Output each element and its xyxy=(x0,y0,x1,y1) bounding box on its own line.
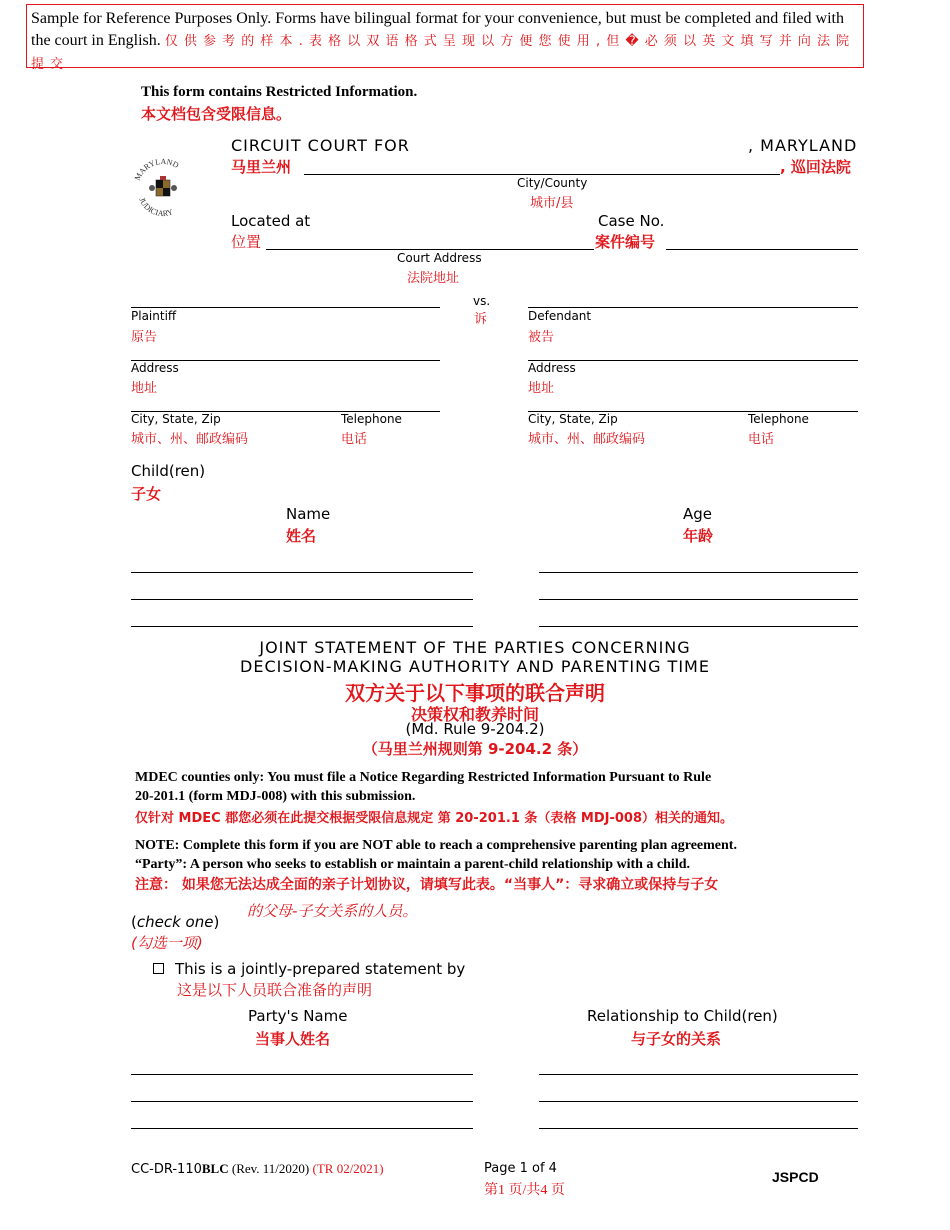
maryland-label: , MARYLAND xyxy=(748,136,858,155)
relationship-field-2[interactable] xyxy=(539,1101,858,1102)
child-name-label-zh: 姓名 xyxy=(286,527,317,545)
case-number-label: Case No. xyxy=(598,212,665,230)
joint-statement-option: This is a jointly-prepared statement by xyxy=(175,960,466,978)
maryland-label-zh: 马里兰州 xyxy=(231,158,292,176)
court-address-field[interactable] xyxy=(266,249,594,250)
note-en2: “Party”: A person who seeks to establish or maintain a parent-child relationship with a child. xyxy=(135,857,690,872)
plaintiff-csz-label-zh: 城市、州、邮政编码 xyxy=(131,432,249,447)
seal-top-text: MARYLAND xyxy=(132,156,181,182)
plaintiff-address-label: Address xyxy=(131,361,179,375)
note-zh2: 的父母-子女关系的人员。 xyxy=(247,902,418,920)
child-name-field-3[interactable] xyxy=(131,626,473,627)
city-county-label: City/County xyxy=(517,176,588,190)
check-one-label-zh: (勾选一项) xyxy=(131,934,203,952)
reference-banner xyxy=(26,4,864,72)
child-age-field-2[interactable] xyxy=(539,599,858,600)
court-address-label-zh: 法院地址 xyxy=(407,271,460,286)
footer-tr: (TR 02/2021) xyxy=(312,1161,384,1176)
footer-rev: (Rev. 11/2020) xyxy=(228,1161,313,1176)
circuit-court-label: CIRCUIT COURT FOR xyxy=(231,136,410,155)
vs-label-zh: 诉 xyxy=(474,312,488,327)
defendant-csz-label-zh: 城市、州、邮政编码 xyxy=(528,432,646,447)
defendant-field[interactable] xyxy=(528,307,858,308)
seal-bottom-text: JUDICIARY xyxy=(137,196,175,219)
located-at-label-zh: 位置 xyxy=(231,233,262,251)
footer-page-en: Page 1 of 4 xyxy=(484,1161,557,1176)
mdec-notice-zh: 仅针对 MDEC 郡您必须在此提交根据受限信息规定 第 20-201.1 条（表格 MDJ-008）相关的通知。 xyxy=(135,811,734,826)
children-label-zh: 子女 xyxy=(131,485,162,503)
case-number-label-zh: 案件编号 xyxy=(595,233,656,251)
defendant-address-field[interactable] xyxy=(528,360,858,361)
form-title-zh1: 双方关于以下事项的联合声明 xyxy=(345,681,605,705)
relationship-field-3[interactable] xyxy=(539,1128,858,1129)
city-county-field[interactable] xyxy=(304,174,780,175)
defendant-csz-label: City, State, Zip xyxy=(528,412,618,426)
note-en1: NOTE: Complete this form if you are NOT able to reach a comprehensive parenting plan agreement. xyxy=(135,838,737,853)
plaintiff-field[interactable] xyxy=(131,307,440,308)
joint-statement-option-zh: 这是以下人员联合准备的声明 xyxy=(177,981,373,999)
svg-text:JUDICIARY xyxy=(137,196,174,218)
vs-label: vs. xyxy=(473,294,491,308)
form-title-line1: JOINT STATEMENT OF THE PARTIES CONCERNING xyxy=(259,638,691,657)
case-number-field[interactable] xyxy=(666,249,858,250)
defendant-label-zh: 被告 xyxy=(528,330,555,345)
maryland-judiciary-seal xyxy=(130,155,196,221)
child-name-field-2[interactable] xyxy=(131,599,473,600)
footer-code: JSPCD xyxy=(772,1169,819,1185)
party-name-label-zh: 当事人姓名 xyxy=(255,1030,331,1048)
party-name-label: Party's Name xyxy=(248,1007,348,1025)
banner-en: Sample for Reference Purposes Only. Forms have bilingual format for your convenience, but must be completed and filed with the court in English. xyxy=(31,10,844,49)
footer-blc: BLC xyxy=(201,1161,229,1176)
form-rule-en: (Md. Rule 9-204.2) xyxy=(405,720,545,738)
party-name-field-3[interactable] xyxy=(131,1128,473,1129)
form-title-zh2: 决策权和教养时间 xyxy=(410,705,539,724)
defendant-label: Defendant xyxy=(528,309,592,323)
mdec-notice-en2: 20-201.1 (form MDJ-008) with this submission. xyxy=(135,789,416,804)
party-name-field-1[interactable] xyxy=(131,1074,473,1075)
relationship-field-1[interactable] xyxy=(539,1074,858,1075)
located-at-label: Located at xyxy=(231,212,311,230)
court-address-label: Court Address xyxy=(397,251,482,265)
children-label: Child(ren) xyxy=(131,462,206,480)
footer-form-id xyxy=(131,1161,384,1177)
defendant-telephone-label: Telephone xyxy=(748,412,809,426)
circuit-court-zh: , 巡回法院 xyxy=(780,158,851,176)
plaintiff-telephone-label-zh: 电话 xyxy=(341,432,368,447)
defendant-telephone-label-zh: 电话 xyxy=(748,432,775,447)
defendant-address-label: Address xyxy=(528,361,576,375)
form-rule-zh: （马里兰州规则第 9-204.2 条） xyxy=(362,740,588,758)
child-age-field-3[interactable] xyxy=(539,626,858,627)
check-one-text: check one xyxy=(136,913,214,931)
child-age-label-zh: 年龄 xyxy=(683,527,714,545)
city-county-label-zh: 城市/县 xyxy=(530,196,574,211)
relationship-label-zh: 与子女的关系 xyxy=(631,1030,722,1048)
joint-statement-checkbox[interactable] xyxy=(153,963,164,974)
check-one-label xyxy=(131,913,219,931)
plaintiff-address-label-zh: 地址 xyxy=(131,381,158,396)
plaintiff-telephone-label: Telephone xyxy=(341,412,402,426)
restricted-notice-zh: 本文档包含受限信息。 xyxy=(141,105,292,123)
form-title-line2: DECISION-MAKING AUTHORITY AND PARENTING TIME xyxy=(240,657,710,676)
mdec-notice-en1: MDEC counties only: You must file a Notice Regarding Restricted Information Pursuant to Rule xyxy=(135,770,712,785)
plaintiff-label-zh: 原告 xyxy=(131,330,158,345)
banner-zh: 仅 供 参 考 的 样 本 . 表 格 以 双 语 格 式 呈 现 以 方 便 您 使 用 , 但 � 必 须 以 英 文 填 写 并 向 法 院 提 交 xyxy=(31,34,851,72)
svg-text:MARYLAND xyxy=(133,157,181,182)
footer-form-code: CC-DR-110 xyxy=(131,1162,202,1177)
defendant-address-label-zh: 地址 xyxy=(528,381,555,396)
plaintiff-csz-label: City, State, Zip xyxy=(131,412,221,426)
child-age-field-1[interactable] xyxy=(539,572,858,573)
child-age-label: Age xyxy=(683,505,713,523)
plaintiff-label: Plaintiff xyxy=(131,309,177,323)
footer-page-zh: 第1 页/共4 页 xyxy=(484,1183,565,1198)
check-one-paren-close: ) xyxy=(213,913,220,931)
relationship-label: Relationship to Child(ren) xyxy=(587,1007,778,1025)
child-name-label: Name xyxy=(286,505,331,523)
note-zh1: 注意： 如果您无法达成全面的亲子计划协议，请填写此表。“当事人”：寻求确立或保持与子女 xyxy=(135,877,719,893)
check-one-paren-open: ( xyxy=(131,913,137,931)
party-name-field-2[interactable] xyxy=(131,1101,473,1102)
restricted-notice-en: This form contains Restricted Information. xyxy=(141,84,418,100)
child-name-field-1[interactable] xyxy=(131,572,473,573)
